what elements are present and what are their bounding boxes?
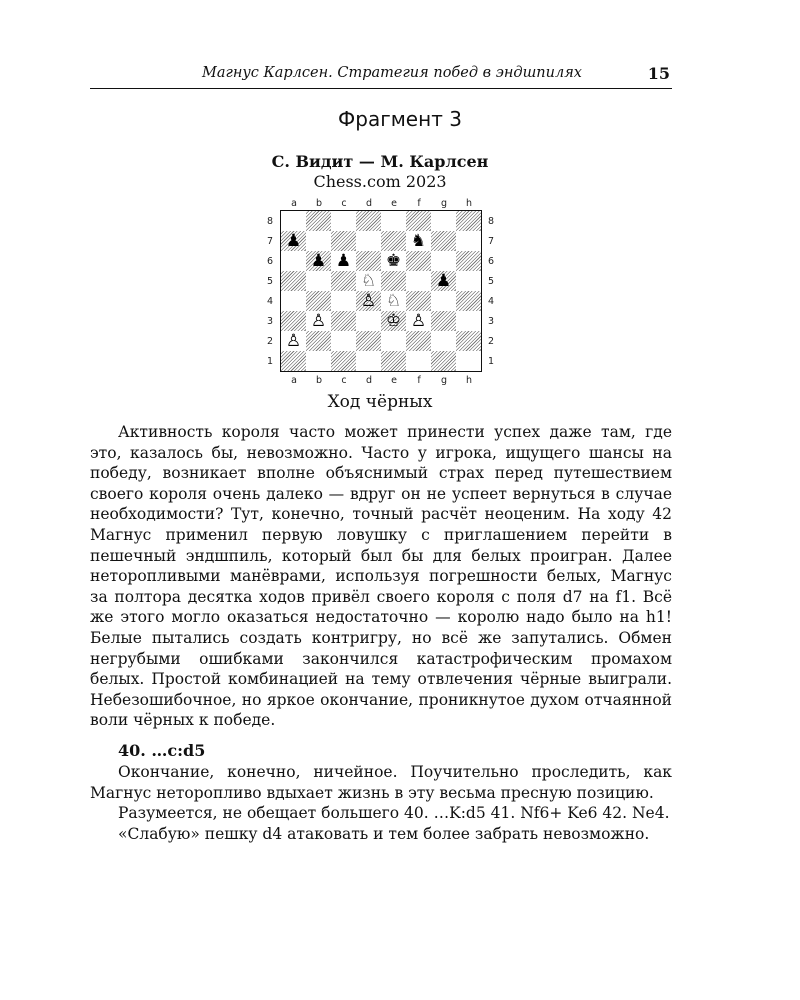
rank-label-left: 5 xyxy=(266,275,274,287)
rank-label-right: 3 xyxy=(487,315,495,327)
square-a5 xyxy=(281,271,306,291)
rank-label-right: 6 xyxy=(487,255,495,267)
square-a8 xyxy=(281,211,306,231)
game-event: Chess.com 2023 xyxy=(313,172,447,191)
square-d6 xyxy=(356,251,381,271)
square-a3 xyxy=(281,311,306,331)
rank-label-right: 7 xyxy=(487,235,495,247)
file-label-bottom: f xyxy=(417,375,421,386)
square-g4 xyxy=(431,291,456,311)
white-king-e3: ♔ xyxy=(385,311,402,331)
diagram-caption: Ход чёрных xyxy=(327,392,433,412)
rank-label-left: 1 xyxy=(266,355,274,367)
file-label-bottom: g xyxy=(440,375,448,386)
paragraph: «Слабую» пешку d4 атаковать и тем более забрать невозможно. xyxy=(118,824,650,843)
white-knight-d5: ♘ xyxy=(360,271,377,291)
file-label-bottom: b xyxy=(315,375,323,386)
black-pawn-c6: ♟ xyxy=(335,251,352,271)
square-h8 xyxy=(456,211,481,231)
file-label-top: d xyxy=(365,198,373,209)
chess-board xyxy=(280,210,482,372)
square-h3 xyxy=(456,311,481,331)
rank-label-right: 5 xyxy=(487,275,495,287)
square-f6 xyxy=(406,251,431,271)
square-h2 xyxy=(456,331,481,351)
square-d8 xyxy=(356,211,381,231)
square-e5 xyxy=(381,271,406,291)
square-b4 xyxy=(306,291,331,311)
white-pawn-d4: ♙ xyxy=(360,291,377,311)
square-b1 xyxy=(306,351,331,371)
square-a1 xyxy=(281,351,306,371)
file-label-top: h xyxy=(465,198,473,209)
square-c2 xyxy=(331,331,356,351)
file-label-bottom: e xyxy=(391,375,397,386)
white-pawn-a2: ♙ xyxy=(285,331,302,351)
rank-label-left: 4 xyxy=(266,295,274,307)
rank-label-right: 8 xyxy=(487,215,495,227)
white-knight-e4: ♘ xyxy=(385,291,402,311)
move-heading: 40. …c:d5 xyxy=(118,741,206,760)
file-label-bottom: c xyxy=(341,375,347,386)
page-number: 15 xyxy=(647,64,670,83)
square-a6 xyxy=(281,251,306,271)
file-label-top: e xyxy=(391,198,397,209)
rank-label-right: 1 xyxy=(487,355,495,367)
square-c8 xyxy=(331,211,356,231)
square-h5 xyxy=(456,271,481,291)
square-c7 xyxy=(331,231,356,251)
commentary xyxy=(90,762,672,844)
file-label-top: c xyxy=(341,198,347,209)
square-h7 xyxy=(456,231,481,251)
square-f1 xyxy=(406,351,431,371)
square-h4 xyxy=(456,291,481,311)
square-c5 xyxy=(331,271,356,291)
running-title: Магнус Карлсен. Стратегия побед в эндшпилях xyxy=(202,65,582,81)
black-pawn-g5: ♟ xyxy=(435,271,452,291)
chess-diagram xyxy=(262,198,502,388)
file-label-bottom: a xyxy=(291,375,297,386)
rank-label-left: 7 xyxy=(266,235,274,247)
file-label-top: a xyxy=(291,198,297,209)
square-c4 xyxy=(331,291,356,311)
square-b7 xyxy=(306,231,331,251)
game-players: С. Видит — М. Карлсен xyxy=(271,152,489,171)
paragraph: Активность короля часто может принести успех даже там, где это, казалось бы, невозможно. Часто у игрока, ищущего шансы на победу, возникает вполне объяснимый страх перед путешествием своего короля очень далеко — вдруг он не успеет вернуться в случае необходимости? Тут, конечно, точный расчёт неоценим. На ходу 42 Магнус применил первую ловушку с приглашением перейти в пешечный эндшпиль, который был бы для белых проигран. Далее неторопливыми манёврами, используя погрешности белых, Магнус за полтора десятка ходов привёл своего короля с поля d7 на f1. Всё же этого могло оказаться недостаточно — королю надо было на h1! Белые пытались создать контригру, но всё же запутались. Обмен негрубыми ошибками закончился катастрофическим промахом белых. Простой комбинацией на тему отвлечения чёрные выиграли. Небезошибочное, но яркое окончание, проникнутое духом отчаянной воли чёрных к победе. xyxy=(90,423,672,730)
paragraph: Окончание, конечно, ничейное. Поучительно проследить, как Магнус неторопливо вдыхает жизнь в эту весьма пресную позицию. xyxy=(90,763,672,802)
white-pawn-b3: ♙ xyxy=(310,311,327,331)
square-d7 xyxy=(356,231,381,251)
square-g6 xyxy=(431,251,456,271)
fragment-title: Фрагмент 3 xyxy=(338,107,462,131)
black-knight-f7: ♞ xyxy=(410,231,427,251)
black-king-e6: ♚ xyxy=(385,251,402,271)
black-pawn-b6: ♟ xyxy=(310,251,327,271)
file-label-top: b xyxy=(315,198,323,209)
rank-label-left: 2 xyxy=(266,335,274,347)
square-f2 xyxy=(406,331,431,351)
file-label-bottom: d xyxy=(365,375,373,386)
square-g1 xyxy=(431,351,456,371)
square-f8 xyxy=(406,211,431,231)
square-d3 xyxy=(356,311,381,331)
rank-label-left: 8 xyxy=(266,215,274,227)
square-g3 xyxy=(431,311,456,331)
square-c1 xyxy=(331,351,356,371)
square-b2 xyxy=(306,331,331,351)
black-pawn-a7: ♟ xyxy=(285,231,302,251)
square-g8 xyxy=(431,211,456,231)
square-f4 xyxy=(406,291,431,311)
square-a4 xyxy=(281,291,306,311)
square-e1 xyxy=(381,351,406,371)
rank-label-right: 2 xyxy=(487,335,495,347)
square-b5 xyxy=(306,271,331,291)
file-label-top: g xyxy=(440,198,448,209)
square-e2 xyxy=(381,331,406,351)
square-h1 xyxy=(456,351,481,371)
white-pawn-f3: ♙ xyxy=(410,311,427,331)
square-g2 xyxy=(431,331,456,351)
square-f5 xyxy=(406,271,431,291)
square-e8 xyxy=(381,211,406,231)
square-d2 xyxy=(356,331,381,351)
square-c3 xyxy=(331,311,356,331)
rank-label-right: 4 xyxy=(487,295,495,307)
main-paragraph xyxy=(90,422,672,731)
file-label-bottom: h xyxy=(465,375,473,386)
file-label-top: f xyxy=(417,198,421,209)
square-h6 xyxy=(456,251,481,271)
paragraph: Разумеется, не обещает большего 40. …K:d5 41. Nf6+ Ke6 42. Ne4. xyxy=(118,804,670,823)
square-b8 xyxy=(306,211,331,231)
square-g7 xyxy=(431,231,456,251)
square-d1 xyxy=(356,351,381,371)
rank-label-left: 6 xyxy=(266,255,274,267)
square-e7 xyxy=(381,231,406,251)
running-head xyxy=(90,62,672,89)
rank-label-left: 3 xyxy=(266,315,274,327)
